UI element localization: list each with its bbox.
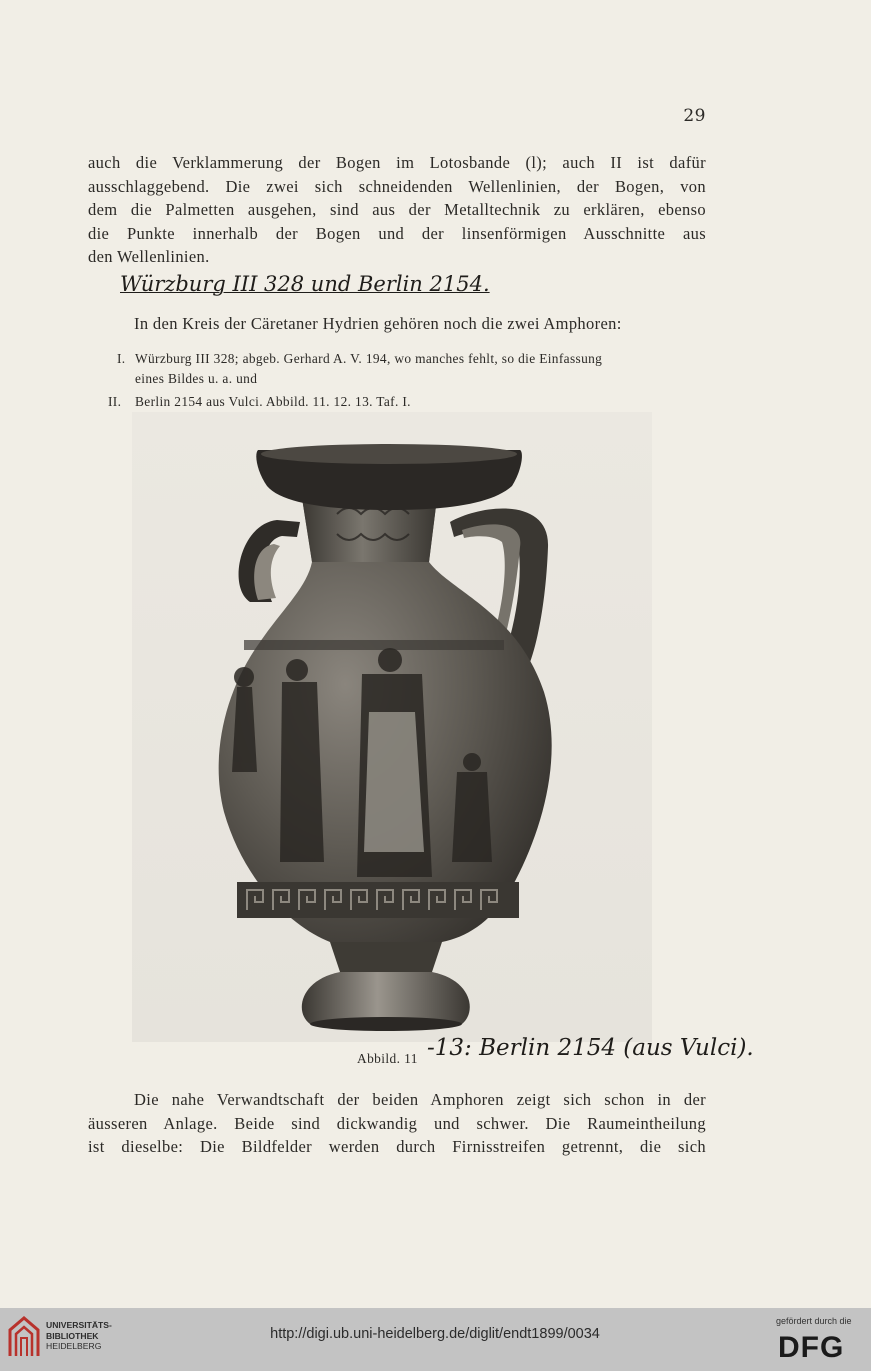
list-item-text: Würzburg III 328; abgeb. Gerhard A. V. 194, wo manches fehlt, so die Einfassung: [135, 351, 603, 366]
list-item-number: II.: [108, 394, 122, 409]
paragraph-bottom: [88, 1088, 706, 1159]
text-line: den Wellenlinien.: [88, 247, 210, 267]
library-name: [46, 1320, 112, 1352]
sponsor-text: gefördert durch die: [776, 1316, 852, 1326]
text-line: ist dieselbe: Die Bildfelder werden durch Firnisstreifen getrennt, die sich: [88, 1137, 706, 1157]
library-name-line: HEIDELBERG: [46, 1341, 102, 1351]
text-line: die Punkte innerhalb der Bogen und der linsenförmigen Ausschnitte aus: [88, 223, 706, 243]
library-name-line: UNIVERSITÄTS-: [46, 1320, 112, 1330]
list-item-text: eines Bildes u. a. und: [135, 371, 258, 386]
library-name-line: BIBLIOTHEK: [46, 1330, 99, 1341]
page-number: 29: [683, 106, 706, 126]
paragraph-top: [88, 151, 706, 269]
handwritten-figure-note: -13: Berlin 2154 (aus Vulci).: [427, 1035, 754, 1061]
text-line: Die nahe Verwandtschaft der beiden Amphoren zeigt sich schon in der: [134, 1090, 706, 1109]
list-item-text: Berlin 2154 aus Vulci. Abbild. 11. 12. 13. Taf. I.: [135, 394, 411, 409]
permalink[interactable]: http://digi.ub.uni-heidelberg.de/diglit/endt1899/0034: [270, 1326, 600, 1342]
text-line: ausschlaggebend. Die zwei sich schneidenden Wellenlinien, der Bogen, von: [88, 176, 706, 196]
text-line: dem die Palmetten ausgehen, sind aus der Metalltechnik zu erklären, ebenso: [88, 200, 706, 220]
amphora-illustration: [132, 412, 652, 1042]
handwritten-note: Würzburg III 328 und Berlin 2154.: [120, 272, 490, 296]
dfg-logo: DFG: [778, 1331, 845, 1364]
intro-sentence: In den Kreis der Cäretaner Hydrien gehören noch die zwei Amphoren:: [134, 314, 622, 333]
university-library-logo-icon: [8, 1316, 40, 1358]
list-item-number: I.: [117, 351, 126, 366]
figure-caption: Abbild. 11: [357, 1051, 418, 1066]
text-line: auch die Verklammerung der Bogen im Lotosbande (l); auch II ist dafür: [88, 153, 706, 172]
amphora-photograph: [132, 412, 652, 1042]
text-line: äusseren Anlage. Beide sind dickwandig und schwer. Die Raumeintheilung: [88, 1113, 706, 1133]
